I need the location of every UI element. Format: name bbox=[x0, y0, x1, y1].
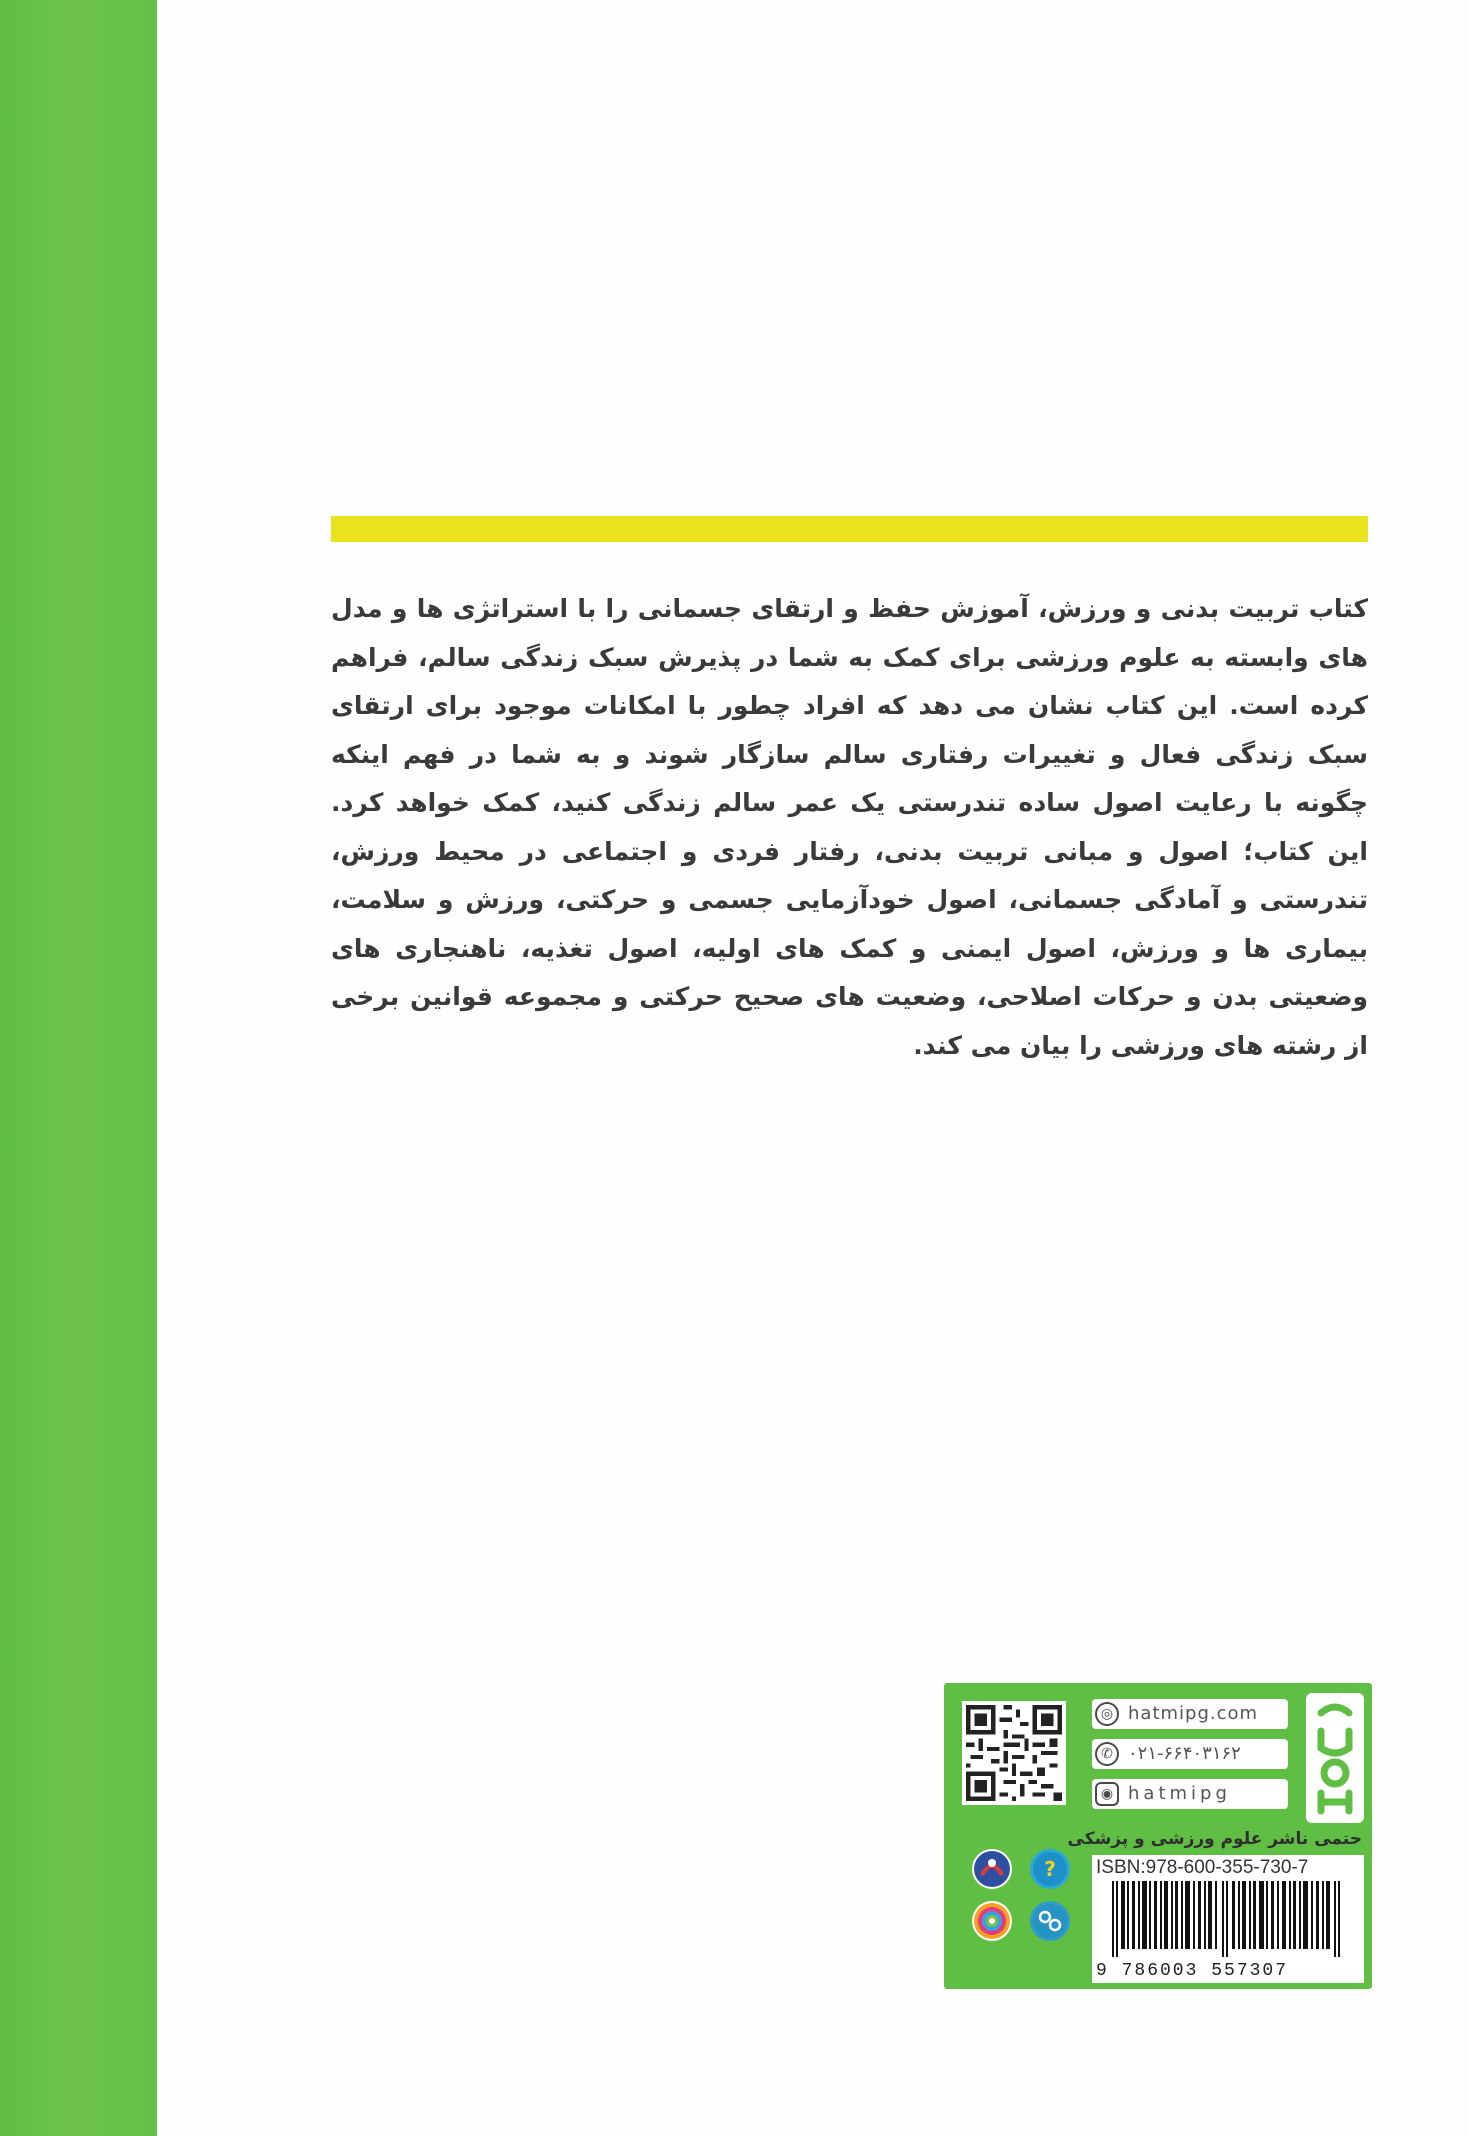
publisher-info-box bbox=[944, 1683, 1372, 1989]
certification-logo-icon bbox=[972, 1849, 1012, 1889]
website-row[interactable] bbox=[1092, 1699, 1288, 1729]
barcode-bars bbox=[1112, 1881, 1348, 1957]
info-logo-icon bbox=[1030, 1849, 1070, 1889]
website-text: hatmipg.com bbox=[1128, 1703, 1259, 1724]
instagram-icon: ◉ bbox=[1095, 1782, 1119, 1806]
book-description: کتاب تربیت بدنی و ورزش، آموزش حفظ و ارتقای جسمانی را با استراتژی ها و مدل های وابسته به علوم ورزشی برای کمک به شما در پذیرش سبک زندگی سالم، فراهم کرده است. این کتاب نشان می دهد که افراد چطور با امکانات موجود برای ارتقای سبک زندگی فعال و تغییرات رفتاری سالم سازگار شوند و به شما در فهم اینکه چگونه با رعایت اصول ساده تندرستی یک عمر سالم زندگی کنید، کمک خواهد کرد. این کتاب؛ اصول و مبانی تربیت بدنی، رفتار فردی و اجتماعی در محیط ورزش، تندرستی و آمادگی جسمانی، اصول خودآزمایی جسمی و حرکتی، ورزش و سلامت، بیماری ها و ورزش، اصول ایمنی و کمک های اولیه، اصول تغذیه، ناهنجاری های وضعیتی بدن و حرکات اصلاحی، وضعیت های صحیح حرکتی و مجموعه قوانین برخی از رشته های ورزشی را بیان می کند. bbox=[331, 594, 1368, 1060]
phone-icon: ✆ bbox=[1095, 1742, 1119, 1766]
medical-logo-icon bbox=[1030, 1901, 1070, 1941]
green-spine-strip bbox=[0, 0, 157, 2136]
publisher-logo bbox=[1306, 1693, 1364, 1823]
yellow-accent-bar bbox=[331, 516, 1368, 542]
svg-text:?: ? bbox=[1044, 1857, 1056, 1881]
colorful-wheel-icon bbox=[972, 1901, 1012, 1941]
phone-text: ۰۲۱-۶۶۴۰۳۱۶۲ bbox=[1128, 1743, 1241, 1764]
isbn-text: ISBN:978-600-355-730-7 bbox=[1096, 1857, 1309, 1878]
instagram-row[interactable] bbox=[1092, 1779, 1288, 1809]
instagram-text: hatmipg bbox=[1128, 1783, 1231, 1804]
barcode-digits: 9 786003 557307 bbox=[1096, 1961, 1289, 1981]
publisher-name: حتمی ناشر علوم ورزشی و پزشکی bbox=[1067, 1829, 1362, 1849]
qr-code[interactable] bbox=[962, 1701, 1066, 1805]
globe-icon: ◎ bbox=[1095, 1702, 1119, 1726]
isbn-barcode bbox=[1092, 1855, 1364, 1983]
phone-row[interactable] bbox=[1092, 1739, 1288, 1769]
